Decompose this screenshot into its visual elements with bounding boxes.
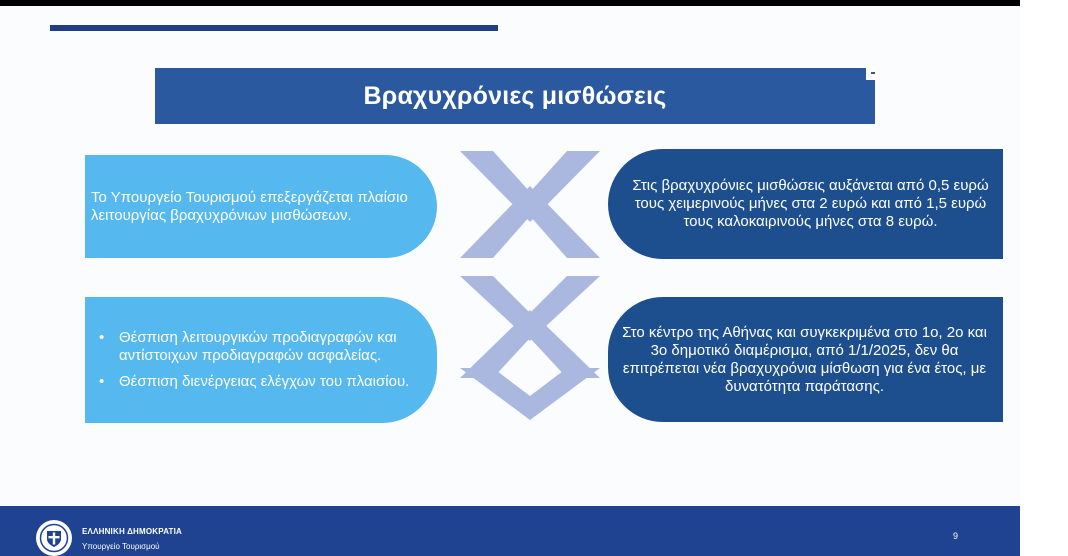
info-box-fee-increase <box>608 149 1003 259</box>
slide-title <box>155 68 875 124</box>
country-name: ΕΛΛΗΝΙΚΗ ΔΗΜΟΚΡΑΤΙΑ <box>82 527 182 536</box>
chevron-shape <box>460 368 600 420</box>
athens-restriction-text: Στο κέντρο της Αθήνας και συγκεκριμένα στο 1ο, 2ο και 3ο δημοτικό διαμέρισμα, από 1/1/2025, δεν θα επιτρέπεται νέα βραχυχρόνια μίσθωση για ένα έτος, με δυνατότητα παράτασης. <box>622 323 987 395</box>
info-box-framework <box>85 155 437 258</box>
top-accent-line <box>50 25 498 31</box>
info-box-athens-restriction <box>608 297 1003 422</box>
greek-emblem-icon <box>36 520 72 556</box>
chevron-connector-icon <box>455 148 605 423</box>
framework-text: Το Υπουργείο Τουρισμού επεξεργάζεται πλαίσιο λειτουργίας βραχυχρόνιων μισθώσεων. <box>91 188 408 224</box>
slide-title-text: Βραχυχρόνιες μισθώσεις <box>363 81 667 110</box>
top-border <box>0 0 1020 6</box>
title-corner-mark <box>866 66 876 80</box>
chevron-shape <box>460 310 600 378</box>
right-gutter <box>1020 0 1068 556</box>
page-number: 9 <box>953 531 959 541</box>
fee-increase-text: Στις βραχυχρόνιες μισθώσεις αυξάνεται από 0,5 ευρώ τους χειμερινούς μήνες στα 2 ευρώ και από 1,5 ευρώ τους καλοκαιρινούς μήνες στα 8 ευρώ. <box>632 177 989 230</box>
footer <box>0 506 1020 556</box>
info-box-specifications <box>85 297 437 423</box>
specification-item: • Θέσπιση λειτουργικών προδιαγραφών και αντίστοιχων προδιαγραφών ασφαλείας. <box>93 329 419 365</box>
specification-item: • Θέσπιση διενέργειας ελέγχων του πλαισίου. <box>93 373 419 391</box>
specifications-list <box>93 329 419 391</box>
ministry-name: Υπουργείο Τουρισμού <box>82 542 160 551</box>
